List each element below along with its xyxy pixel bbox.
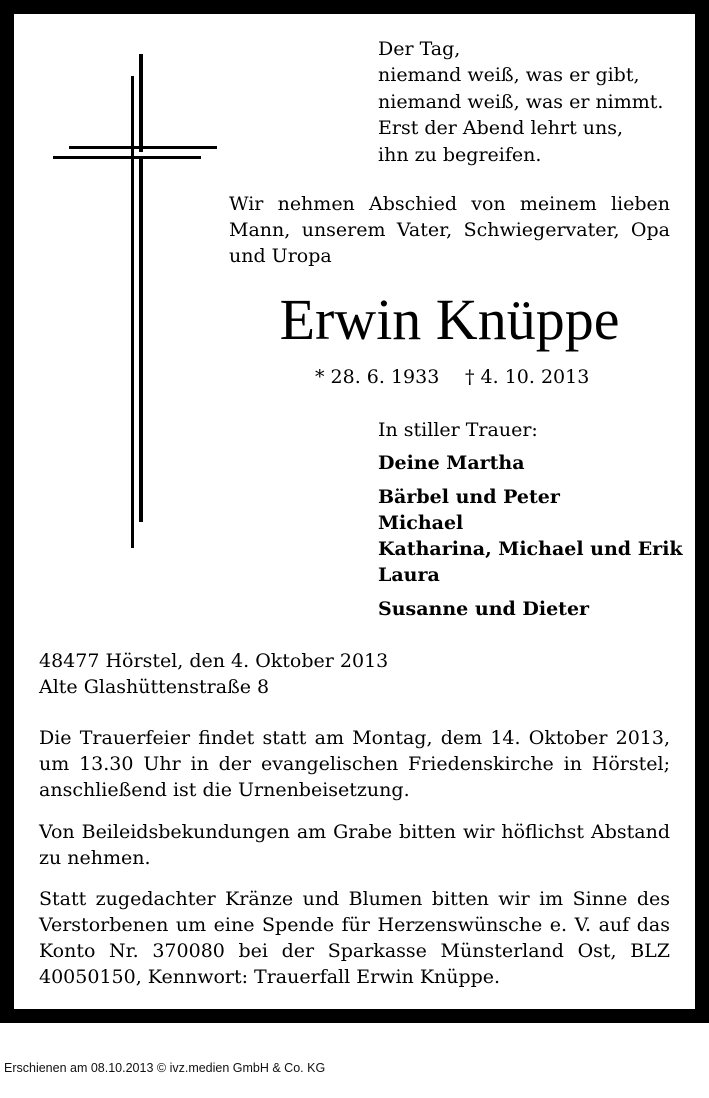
address-date: 48477 Hörstel, den 4. Oktober 2013 Alte Glashüttenstraße 8 [39,650,389,698]
death-date: † 4. 10. 2013 [465,366,590,388]
mourner-couple: Susanne und Dieter [378,598,590,620]
birth-date: * 28. 6. 1933 [315,366,440,388]
condolence-note: Von Beileidsbekundungen am Grabe bitten wir höflichst Abstand zu nehmen. [39,821,670,869]
farewell-intro: Wir nehmen Abschied von meinem lieben Mann, unserem Vater, Schwiegervater, Opa und Uropa [229,193,670,267]
mourner-family: Bärbel und Peter Michael Katharina, Michael und Erik Laura [378,486,683,586]
mourning-intro: In stiller Trauer: [378,419,538,441]
deceased-name: Erwin Knüppe [279,287,620,352]
donation-note: Statt zugedachter Kränze und Blumen bitten wir im Sinne des Verstorbenen um eine Spende für Herzenswünsche e. V. auf das Konto Nr. 370080 bei der Sparkasse Münsterland Ost, BLZ 40050150, Kennwort: Trauerfall Erwin Knüppe. [39,888,670,988]
funeral-info: Die Trauerfeier findet statt am Montag, dem 14. Oktober 2013, um 13.30 Uhr in der evangelischen Friedenskirche in Hörstel; anschließend ist die Urnenbeisetzung. [39,727,670,801]
poem: Der Tag, niemand weiß, was er gibt, niemand weiß, was er nimmt. Erst der Abend lehrt uns, ihn zu begreifen. [378,38,664,166]
mourner-wife: Deine Martha [378,452,525,474]
publication-footer: Erschienen am 08.10.2013 © ivz.medien GmbH & Co. KG [4,1061,326,1075]
